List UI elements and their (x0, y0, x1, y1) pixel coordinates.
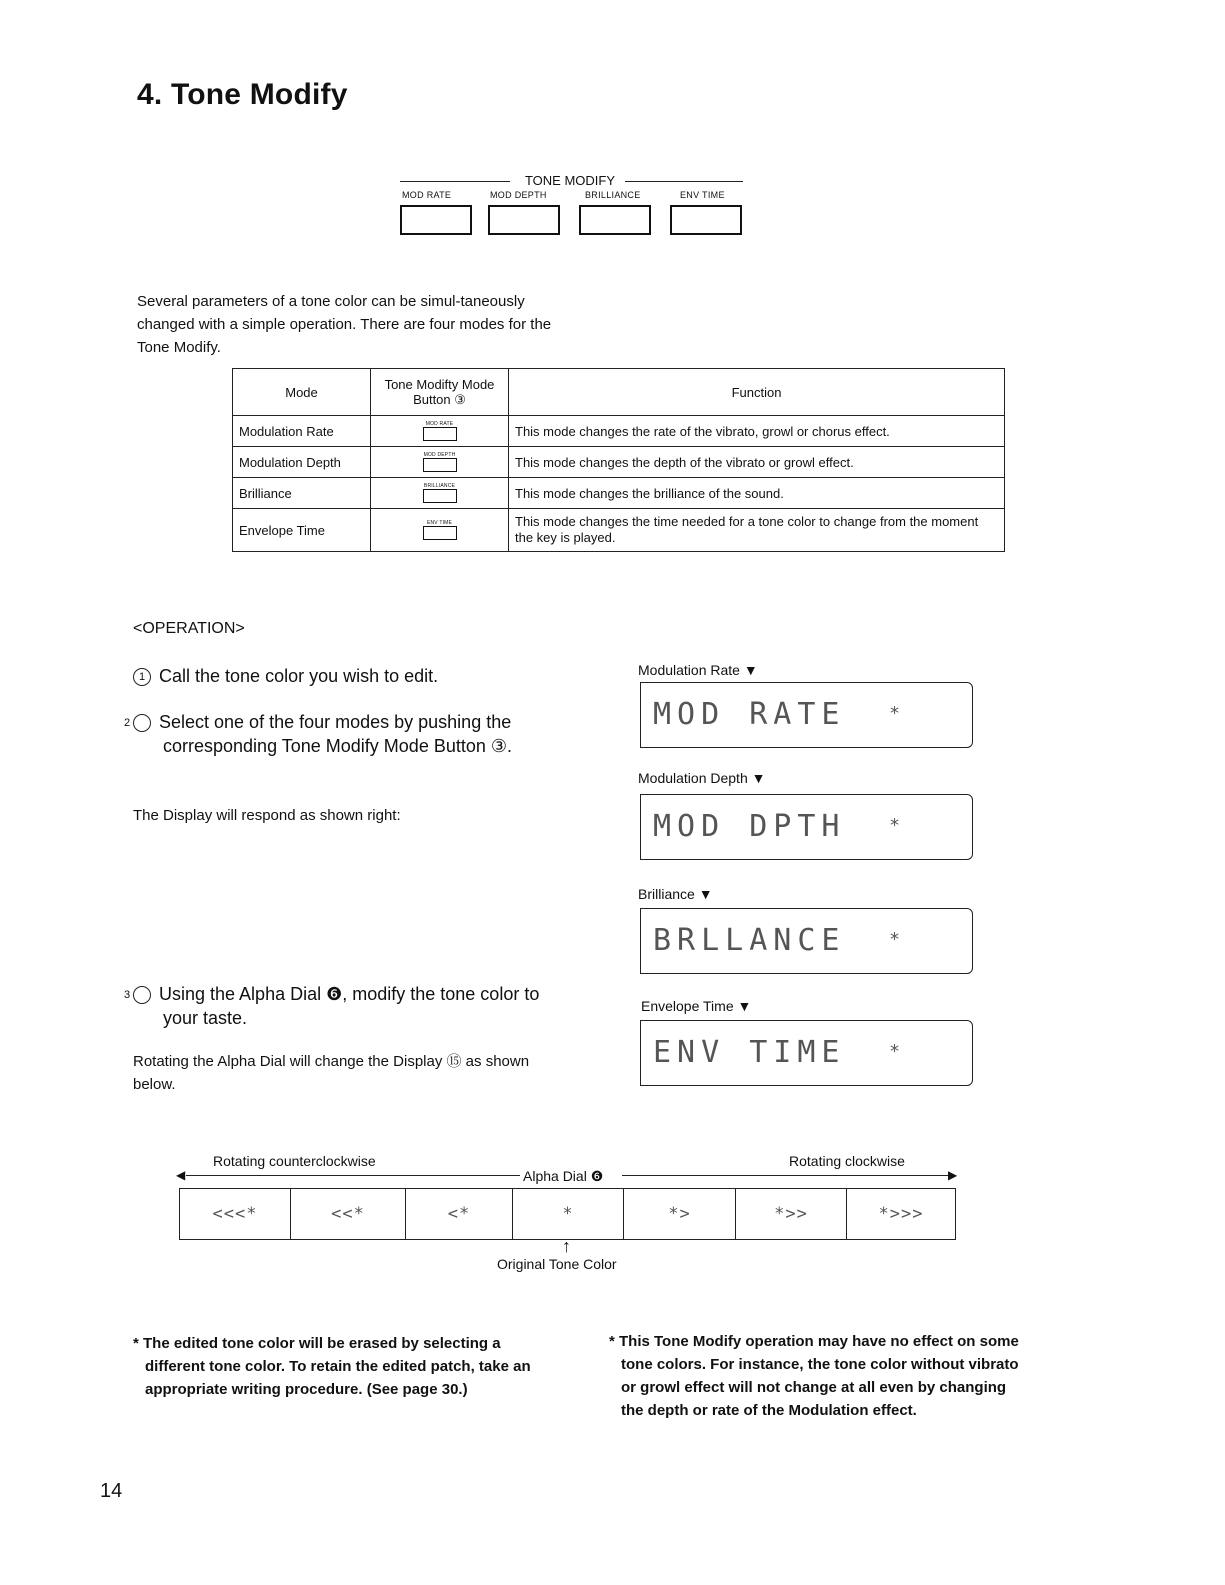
dial-cell: *> (623, 1188, 736, 1240)
note-right: * This Tone Modify operation may have no effect on some tone colors. For instance, the tone color without vibrato or growl effect will not change at all even by changing the depth or rate of the Modulation effect. (609, 1333, 1019, 1419)
dial-cell: <<<* (179, 1188, 291, 1240)
lcd-display-env-time (640, 1020, 973, 1086)
row-function: This mode changes the brilliance of the sound. (509, 478, 1005, 509)
mini-button-icon (423, 458, 457, 472)
lcd-text: BRLLANCE (653, 923, 846, 958)
lcd-star: * (889, 929, 900, 950)
dial-cell: <<* (290, 1188, 406, 1240)
row-button-cell (371, 478, 509, 509)
mod-depth-button[interactable] (488, 205, 560, 235)
panel-header: TONE MODIFY (524, 173, 616, 188)
row-function: This mode changes the time needed for a tone color to change from the moment the key is played. (509, 509, 1005, 552)
arrow-left-icon: ◀ (176, 1168, 186, 1182)
panel-header-line-left (400, 181, 510, 182)
header-button: Tone Modifty Mode Button ③ (371, 369, 509, 416)
note-left: * The edited tone color will be erased by selecting a different tone color. To retain the edited patch, take an appropriate writing procedure. (See page 30.) (133, 1335, 531, 1398)
panel-label-env-time: ENV TIME (680, 190, 725, 200)
ccw-label: Rotating counterclockwise (213, 1153, 376, 1169)
operation-heading: <OPERATION> (133, 620, 245, 637)
lcd-text: ENV TIME (653, 1035, 846, 1070)
panel-label-mod-depth: MOD DEPTH (490, 190, 547, 200)
panel-header-line-right (625, 181, 743, 182)
row-mode: Modulation Rate (233, 416, 371, 447)
mini-button-icon (423, 526, 457, 540)
dial-cell: *>> (735, 1188, 847, 1240)
lcd-star: * (889, 1041, 900, 1062)
arrow-right-icon: ▶ (948, 1168, 958, 1182)
lcd-text: MOD DPTH (653, 809, 846, 844)
row-button-label: BRILLIANCE (423, 483, 456, 489)
original-tone-label: Original Tone Color (497, 1256, 617, 1272)
display-label-env-time: Envelope Time ▼ (641, 998, 752, 1014)
alpha-dial-label: Alpha Dial ❻ (523, 1168, 604, 1184)
modes-table (232, 368, 1005, 552)
up-arrow-icon: ↑ (562, 1236, 571, 1256)
display-note: The Display will respond as shown right: (133, 807, 401, 824)
table-row (233, 447, 1005, 478)
lcd-display-mod-rate (640, 682, 973, 748)
dial-cell-original: * (512, 1188, 624, 1240)
display-label-mod-depth: Modulation Depth ▼ (638, 770, 766, 786)
row-button-cell (371, 447, 509, 478)
step-3 (123, 982, 563, 1030)
display-label-brilliance: Brilliance ▼ (638, 886, 713, 902)
step-number: 2 (133, 714, 151, 732)
step-text: Call the tone color you wish to edit. (159, 666, 439, 686)
step-number: 1 (133, 668, 151, 686)
cw-label: Rotating clockwise (789, 1153, 905, 1169)
row-button-label: MOD RATE (425, 421, 454, 427)
row-button-cell (371, 509, 509, 552)
row-mode: Brilliance (233, 478, 371, 509)
step-number: 3 (133, 986, 151, 1004)
table-row (233, 509, 1005, 552)
mini-button-icon (423, 427, 457, 441)
brilliance-button[interactable] (579, 205, 651, 235)
panel-label-mod-rate: MOD RATE (402, 190, 452, 200)
dial-cell: <* (405, 1188, 513, 1240)
row-function: This mode changes the depth of the vibrato or growl effect. (509, 447, 1005, 478)
panel-label-brilliance: BRILLIANCE (585, 190, 641, 200)
header-mode: Mode (233, 369, 371, 416)
table-row (233, 478, 1005, 509)
row-function: This mode changes the rate of the vibrato, growl or chorus effect. (509, 416, 1005, 447)
page-number: 14 (100, 1480, 123, 1502)
row-button-label: MOD DEPTH (423, 452, 456, 458)
arrow-line-left (186, 1175, 520, 1176)
dial-display-strip (180, 1188, 956, 1240)
mini-button-icon (423, 489, 457, 503)
arrow-line-right (622, 1175, 952, 1176)
step-text: Select one of the four modes by pushing the corresponding Tone Modify Mode Button ③. (159, 712, 513, 756)
step-1 (133, 664, 553, 688)
lcd-text: MOD RATE (653, 697, 846, 732)
header-function: Function (509, 369, 1005, 416)
table-row (233, 416, 1005, 447)
mod-rate-button[interactable] (400, 205, 472, 235)
lcd-star: * (889, 703, 900, 724)
row-button-cell (371, 416, 509, 447)
display-label-mod-rate: Modulation Rate ▼ (638, 662, 758, 678)
env-time-button[interactable] (670, 205, 742, 235)
lcd-star: * (889, 815, 900, 836)
page-title: 4. Tone Modify (137, 78, 348, 111)
rotate-note: Rotating the Alpha Dial will change the Display ⑮ as shown below. (133, 1053, 530, 1093)
row-mode: Modulation Depth (233, 447, 371, 478)
intro-paragraph: Several parameters of a tone color can be simul-taneously changed with a simple operation. There are four modes for the Tone Modify. (137, 293, 552, 356)
step-text: Using the Alpha Dial ❻, modify the tone color to your taste. (159, 984, 540, 1028)
row-button-label: ENV TIME (426, 520, 453, 526)
step-2 (123, 710, 563, 758)
lcd-display-mod-depth (640, 794, 973, 860)
dial-cell: *>>> (846, 1188, 956, 1240)
row-mode: Envelope Time (233, 509, 371, 552)
lcd-display-brilliance (640, 908, 973, 974)
